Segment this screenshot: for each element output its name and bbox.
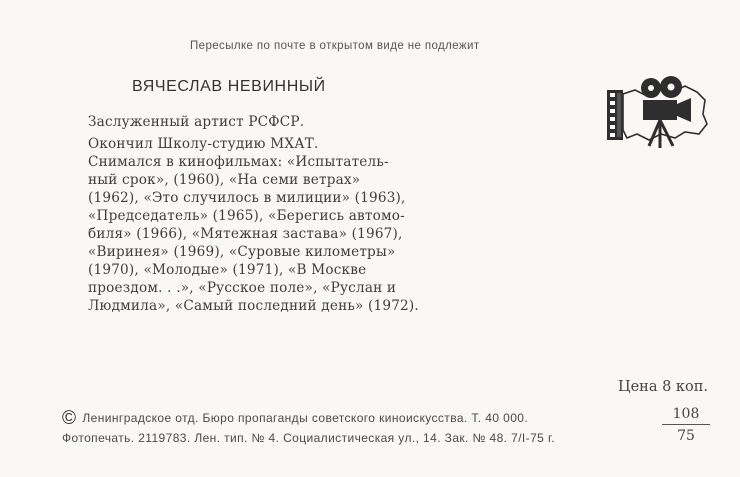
copyright-icon: © [62,408,77,429]
fraction-bar [662,424,710,425]
bio-line-title: Заслуженный артист РСФСР. [88,114,305,130]
bio-line: «Виринея» (1969), «Суровые километры» [88,244,396,260]
bio-line: биля» (1966), «Мятежная застава» (1967), [88,226,403,242]
bio-line: Людмила», «Самый последний день» (1972). [88,298,419,314]
imprint-publisher: Ленинградское отд. Бюро пропаганды советского киноискусства. Т. 40 000. [82,411,529,425]
actor-bio [88,113,418,315]
actor-name: ВЯЧЕСЛАВ НЕВИННЫЙ [132,78,326,95]
bio-line: ный срок», (1960), «На семи ветрах» [88,172,361,188]
film-camera-emblem-icon [605,74,709,152]
postal-note: Пересылке по почте в открытом виде не подлежит [190,40,480,52]
bio-line: (1962), «Это случилось в милиции» (1963), [88,190,406,206]
bio-line: проездом. . .», «Русское поле», «Руслан и [88,280,397,296]
series-numerator: 108 [672,406,700,422]
bio-line-education: Окончил Школу-студию МХАТ. [88,136,319,152]
imprint-line-1 [62,408,555,428]
bio-line: Снимался в кинофильмах: «Испытатель- [88,154,389,170]
imprint-line-2: Фотопечать. 2119783. Лен. тип. № 4. Социалистическая ул., 14. Зак. № 48. 7/I-75 г. [62,431,555,445]
publisher-imprint [62,408,555,448]
price-label: Цена 8 коп. [617,379,708,395]
series-number [662,405,710,445]
bio-line: «Председатель» (1965), «Берегись автомо- [88,208,405,224]
bio-line: (1970), «Молодые» (1971), «В Москве [88,262,367,278]
series-denominator: 75 [677,428,695,444]
